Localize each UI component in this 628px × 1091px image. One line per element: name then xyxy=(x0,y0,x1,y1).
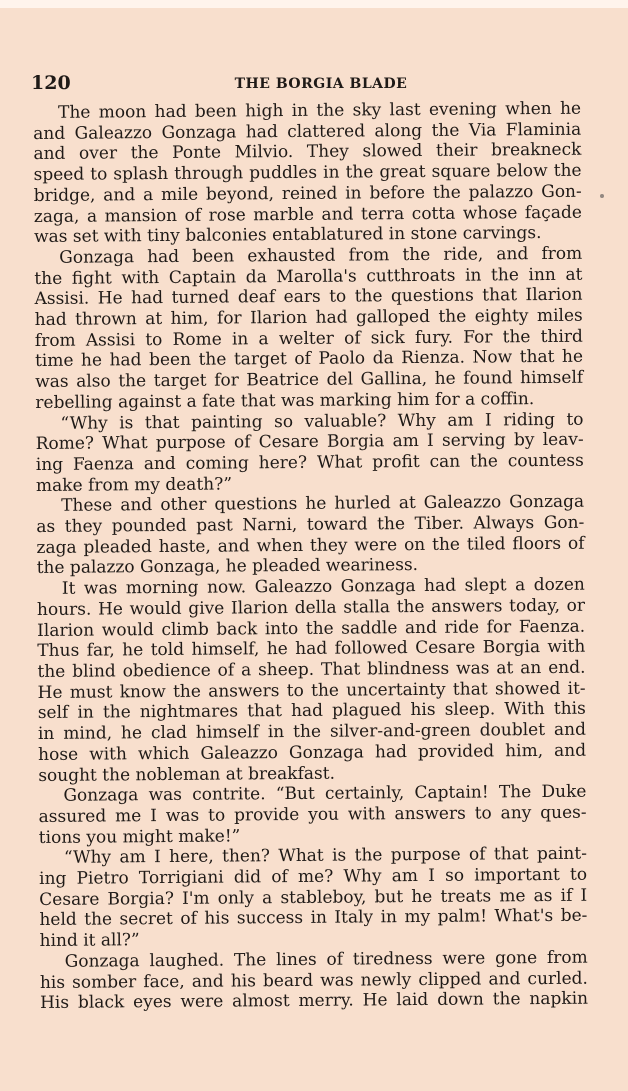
text-line: zaga, a mansion of rose marble and terra cotta whose façade xyxy=(33,202,582,227)
text-line: Gonzaga laughed. The lines of tiredness were gone from xyxy=(64,947,588,972)
text-line: and Galeazzo Gonzaga had clattered along the Via Flaminia xyxy=(33,119,582,144)
text-line: hours. He would give Ilarion della stalla the answers today, or xyxy=(36,595,586,620)
text-line: Cesare Borgia? I'm only a stableboy, but he treats me as if I xyxy=(39,885,588,910)
text-line: Gonzaga had been exhausted from the ride, and from xyxy=(59,243,583,268)
text-line: assured me I was to provide you with answers to any ques- xyxy=(38,802,587,827)
text-line: His black eyes were almost merry. He laid down the napkin xyxy=(39,988,589,1014)
text-line: his somber face, and his beard was newly clipped and curled. xyxy=(39,968,588,993)
text-line: and over the Ponte Milvio. They slowed their breakneck xyxy=(33,140,582,165)
text-line: Thus far, he told himself, he had followed Cesare Borgia with xyxy=(37,636,586,662)
text-line: The moon had been high in the sky last evening when he xyxy=(57,98,582,123)
text-line: speed to splash through puddles in the great square below the xyxy=(33,160,582,186)
text-line: the blind obedience of a sheep. That blindness was at an end. xyxy=(37,657,586,682)
page-number: 120 xyxy=(31,72,71,94)
page-top-edge xyxy=(0,0,628,8)
text-line: bridge, and a mile beyond, reined in before the palazzo Gon- xyxy=(33,181,582,206)
text-line: hose with which Galeazzo Gonzaga had provided him, and xyxy=(38,740,587,765)
text-line: the fight with Captain da Marolla's cutthroats in the inn at xyxy=(34,264,583,289)
text-line: held the secret of his success in Italy in my palm! What's be- xyxy=(39,906,588,931)
text-line: make from my death?” xyxy=(35,474,233,496)
margin-mark xyxy=(600,194,604,198)
text-line: “Why am I here, then? What is the purpose of that paint- xyxy=(63,843,587,869)
text-line: was also the target for Beatrice del Gallina, he found himself xyxy=(35,367,584,393)
body-text xyxy=(33,99,588,1014)
text-line: had thrown at him, for Ilarion had galloped the eighty miles xyxy=(34,305,583,331)
text-line: ing Faenza and coming here? What profit can the countess xyxy=(35,450,584,475)
text-line: “Why is that painting so valuable? Why am I riding to xyxy=(60,409,584,434)
text-line: Assisi. He had turned deaf ears to the questions that Ilarion xyxy=(34,285,583,310)
text-line: ing Pietro Torrigiani did of me? Why am I so important to xyxy=(39,864,588,889)
text-line: the palazzo Gonzaga, he pleaded weariness. xyxy=(36,555,419,579)
text-line: as they pounded past Narni, toward the Tiber. Always Gon- xyxy=(36,512,585,538)
text-line: tions you might make!” xyxy=(38,826,241,848)
text-line: hind it all?” xyxy=(39,930,140,952)
running-head: THE BORGIA BLADE xyxy=(234,76,408,92)
text-line: rebelling against a fate that was marking him for a coffin. xyxy=(35,388,535,413)
text-line: He must know the answers to the uncertainty that showed it- xyxy=(37,678,586,703)
text-line: in mind, he clad himself in the silver-and-green doublet and xyxy=(37,719,587,745)
text-line: Rome? What purpose of Cesare Borgia am I serving by leav- xyxy=(35,429,584,455)
page-header xyxy=(31,70,591,96)
text-line: was set with tiny balconies entablatured in stone carvings. xyxy=(33,223,542,248)
text-line: self in the nightmares that had plagued his sleep. With this xyxy=(37,699,586,724)
text-line: time he had been the target of Paolo da Rienza. Now that he xyxy=(34,347,584,372)
text-line: Gonzaga was contrite. “But certainly, Captain! The Duke xyxy=(63,781,587,806)
text-line: It was morning now. Galeazzo Gonzaga had slept a dozen xyxy=(61,574,585,599)
text-line: sought the nobleman at breakfast. xyxy=(38,763,336,786)
text-line: These and other questions he hurled at Galeazzo Gonzaga xyxy=(61,492,585,517)
text-line: zaga pleaded haste, and when they were on the tiled floors of xyxy=(36,533,585,558)
text-line: Ilarion would climb back into the saddle and ride for Faenza. xyxy=(37,616,586,641)
text-line: from Assisi to Rome in a welter of sick fury. For the third xyxy=(34,326,583,351)
